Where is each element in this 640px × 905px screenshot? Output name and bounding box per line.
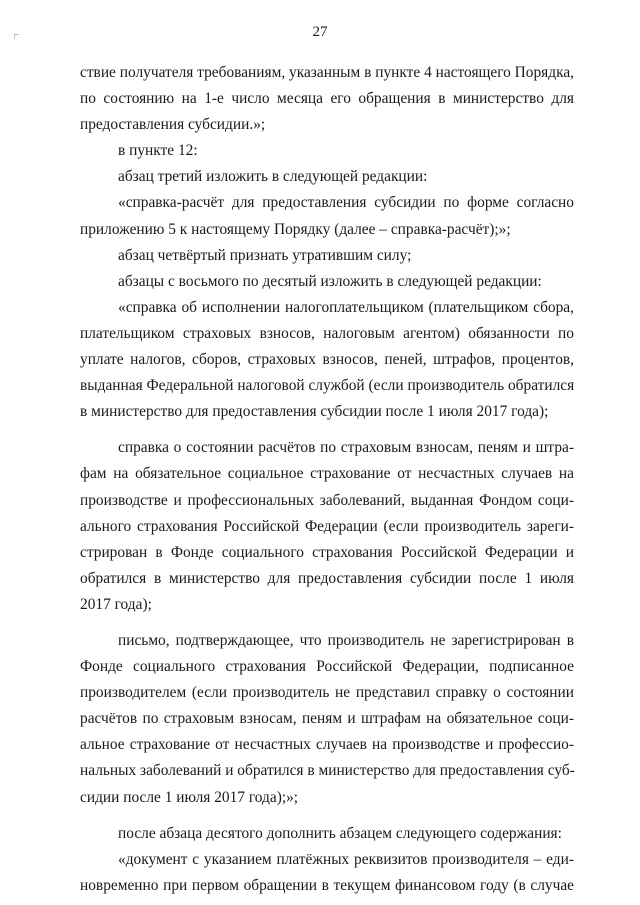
text-line: абзац третий изложить в следующей редакции: [118,168,428,186]
text-line: новременно при первом обращении в текущем финансовом году (в случае [80,876,574,894]
text-line: абзац четвёртый признать утратившим силу; [118,246,412,264]
text-line: нальных заболеваний и обратился в министерство для предоставления суб- [80,762,575,780]
text-line: справка о состоянии расчётов по страховым взносам, пеням и штра- [118,439,574,457]
text-line: ального страхования Российской Федерации (если производитель зареги- [80,517,574,535]
text-line: Фонде социального страхования Российской Федерации, подписанное [80,658,574,676]
text-line: «справка-расчёт для предоставления субсидии по форме согласно [118,194,574,212]
text-line: письмо, подтверждающее, что производитель не зарегистрирован в [118,631,574,649]
text-line: выданная Федеральной налоговой службой (если производитель обратился [80,377,575,395]
text-line: после абзаца десятого дополнить абзацем следующего содержания: [118,824,562,842]
text-line: производителем (если производитель не представил справку о состоянии [80,684,574,702]
text-line: «справка об исполнении налогоплательщиком (плательщиком сбора, [118,298,574,316]
paragraph-gap [80,425,574,435]
text-line: по состоянию на 1-е число месяца его обращения в министерство для [80,90,574,108]
text-line: предоставления субсидии.»; [80,116,266,134]
document-body [80,60,574,899]
text-line: сидии после 1 июля 2017 года);»; [80,788,299,806]
text-line: производстве и профессиональных заболеваний, выданная Фондом соци- [80,491,574,509]
page-number: 27 [312,24,328,40]
text-line: обратился в министерство для предоставления субсидии после 1 июля [80,569,574,587]
text-line: фам на обязательное социальное страхование от несчастных случаев на [80,465,574,483]
text-line: альное страхование от несчастных случаев на производстве и профессио- [80,736,574,754]
text-line: абзацы с восьмого по десятый изложить в следующей редакции: [118,272,542,290]
paragraph-gap [80,618,574,628]
text-line: в пункте 12: [118,142,198,160]
text-line: приложению 5 к настоящему Порядку (далее – справка-расчёт);»; [80,220,511,238]
text-line: в министерство для предоставления субсидии после 1 июля 2017 года); [80,403,549,421]
text-line: «документ с указанием платёжных реквизитов производителя – еди- [118,850,574,868]
text-line: расчётов по страховым взносам, пеням и штрафам на обязательное соци- [80,710,574,728]
text-line: ствие получателя требованиям, указанным в пункте 4 настоящего Порядка, [80,64,575,81]
paragraph-gap [80,811,574,821]
text-line: уплате налогов, сборов, страховых взносов, пеней, штрафов, процентов, [80,351,574,369]
text-line: 2017 года); [80,595,152,613]
text-line: плательщиком страховых взносов, налоговым агентом) обязанности по [80,324,574,342]
text-line: стрирован в Фонде социального страхования Российской Федерации и [80,543,574,561]
